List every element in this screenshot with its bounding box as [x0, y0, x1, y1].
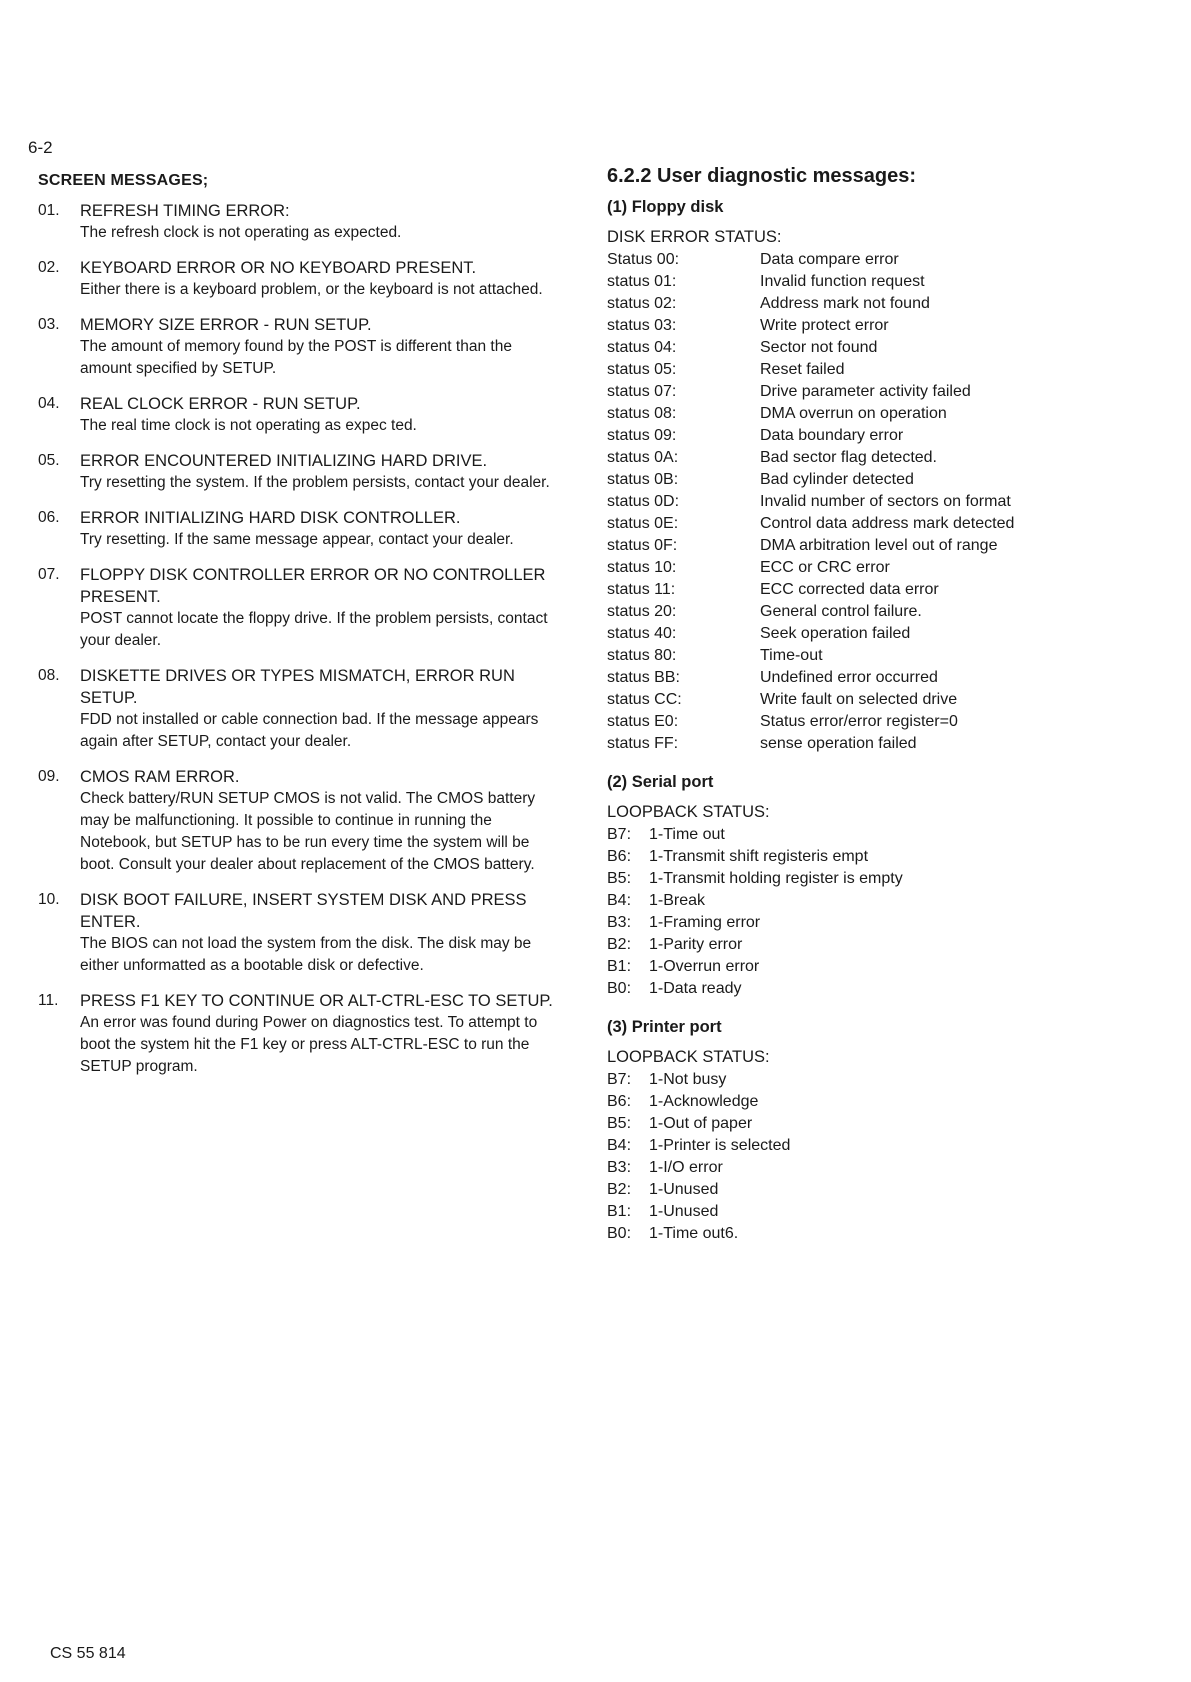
- status-code: status 11:: [607, 581, 676, 598]
- screen-message-item: [38, 450, 558, 494]
- status-row: [607, 912, 1167, 934]
- status-description: Invalid function request: [760, 273, 925, 290]
- message-title: ERROR ENCOUNTERED INITIALIZING HARD DRIVE.: [80, 452, 488, 470]
- message-body: [80, 564, 558, 652]
- status-code: status CC:: [607, 691, 682, 708]
- message-description: The real time clock is not operating as expec ted.: [80, 417, 417, 434]
- status-row: [607, 271, 1167, 293]
- status-row: [607, 711, 1167, 733]
- screen-message-item: [38, 889, 558, 977]
- status-code: status 0E:: [607, 515, 679, 532]
- status-row: [607, 1179, 1167, 1201]
- screen-message-item: [38, 393, 558, 437]
- message-description: Try resetting the system. If the problem persists, contact your dealer.: [80, 474, 550, 491]
- page-number: 6-2: [28, 138, 53, 157]
- status-description: Write protect error: [760, 317, 889, 334]
- status-description: Drive parameter activity failed: [760, 383, 971, 400]
- status-row: [607, 513, 1167, 535]
- status-row: [607, 1157, 1167, 1179]
- screen-message-item: [38, 990, 558, 1078]
- message-body: [80, 889, 558, 977]
- status-code: status 0B:: [607, 471, 679, 488]
- status-code: status 40:: [607, 625, 677, 642]
- serial-port-section: [607, 773, 1167, 1000]
- status-code: status 20:: [607, 603, 677, 620]
- screen-messages-heading: SCREEN MESSAGES;: [38, 172, 209, 189]
- status-code: status 10:: [607, 559, 677, 576]
- message-number: 05.: [38, 452, 60, 469]
- status-description: ECC or CRC error: [760, 559, 890, 576]
- message-title: CMOS RAM ERROR.: [80, 768, 240, 786]
- status-code: status FF:: [607, 735, 679, 752]
- message-title: PRESS F1 KEY TO CONTINUE OR ALT-CTRL-ESC TO SETUP.: [80, 992, 553, 1010]
- status-code: B4:: [607, 1137, 632, 1154]
- message-number: 01.: [38, 202, 60, 219]
- status-row: [607, 381, 1167, 403]
- status-row: [607, 249, 1167, 271]
- status-code: B3:: [607, 1159, 632, 1176]
- message-title: DISK BOOT FAILURE, INSERT SYSTEM DISK AND PRESS ENTER.: [80, 891, 527, 931]
- message-description: Check battery/RUN SETUP CMOS is not valid. The CMOS battery may be malfunctioning. It possible to continue in running the Notebook, but SETUP has to be run every time the system will be boot. Consult your dealer about replacement of the CMOS battery.: [80, 790, 536, 873]
- message-number: 03.: [38, 316, 60, 333]
- status-description: 1-Parity error: [649, 936, 743, 953]
- status-code: status 0D:: [607, 493, 680, 510]
- disk-error-status-label: DISK ERROR STATUS:: [607, 228, 782, 246]
- status-code: B7:: [607, 1071, 632, 1088]
- screen-message-item: [38, 314, 558, 380]
- status-row: [607, 645, 1167, 667]
- status-description: Address mark not found: [760, 295, 930, 312]
- status-row: [607, 425, 1167, 447]
- status-row: [607, 1069, 1167, 1091]
- status-row: [607, 1113, 1167, 1135]
- status-description: sense operation failed: [760, 735, 917, 752]
- status-row: [607, 846, 1167, 868]
- status-description: 1-Not busy: [649, 1071, 727, 1088]
- status-row: [607, 978, 1167, 1000]
- status-code: status 05:: [607, 361, 677, 378]
- status-row: [607, 579, 1167, 601]
- status-code: status 0A:: [607, 449, 679, 466]
- status-code: B0:: [607, 980, 632, 997]
- status-code: status E0:: [607, 713, 679, 730]
- status-description: 1-Overrun error: [649, 958, 760, 975]
- status-description: DMA arbitration level out of range: [760, 537, 998, 554]
- status-description: 1-Unused: [649, 1181, 719, 1198]
- status-description: 1-Printer is selected: [649, 1137, 791, 1154]
- status-description: Seek operation failed: [760, 625, 911, 642]
- printer-port-heading: (3) Printer port: [607, 1018, 722, 1036]
- status-row: [607, 557, 1167, 579]
- message-title: FLOPPY DISK CONTROLLER ERROR OR NO CONTROLLER PRESENT.: [80, 566, 546, 606]
- status-row: [607, 733, 1167, 755]
- status-code: B1:: [607, 1203, 632, 1220]
- status-row: [607, 1135, 1167, 1157]
- message-title: ERROR INITIALIZING HARD DISK CONTROLLER.: [80, 509, 461, 527]
- status-description: Reset failed: [760, 361, 845, 378]
- status-row: [607, 956, 1167, 978]
- message-title: REAL CLOCK ERROR - RUN SETUP.: [80, 395, 361, 413]
- status-row: [607, 535, 1167, 557]
- status-description: 1-Acknowledge: [649, 1093, 759, 1110]
- message-number: 02.: [38, 259, 60, 276]
- message-number: 09.: [38, 768, 60, 785]
- status-description: Status error/error register=0: [760, 713, 958, 730]
- user-diagnostics-heading: 6.2.2 User diagnostic messages:: [607, 165, 917, 187]
- floppy-status-table: [607, 249, 1167, 755]
- status-code: B3:: [607, 914, 632, 931]
- message-number: 10.: [38, 891, 60, 908]
- message-number: 07.: [38, 566, 60, 583]
- floppy-disk-section: [607, 198, 1167, 755]
- message-description: An error was found during Power on diagnostics test. To attempt to boot the system hit the F1 key or press ALT-CTRL-ESC to run the SETUP program.: [80, 1014, 538, 1075]
- serial-status-table: [607, 824, 1167, 1000]
- message-description: The BIOS can not load the system from the disk. The disk may be either unformatted as a bootable disk or defective.: [80, 935, 532, 974]
- printer-loopback-status-label: LOOPBACK STATUS:: [607, 1048, 770, 1066]
- screen-messages-list: [38, 200, 558, 1078]
- status-description: Bad cylinder detected: [760, 471, 914, 488]
- message-body: [80, 450, 558, 494]
- status-code: B1:: [607, 958, 632, 975]
- status-description: 1-Transmit holding register is empty: [649, 870, 903, 887]
- message-body: [80, 200, 558, 244]
- status-description: 1-Unused: [649, 1203, 719, 1220]
- message-body: [80, 766, 558, 876]
- status-code: status BB:: [607, 669, 680, 686]
- status-row: [607, 667, 1167, 689]
- status-code: B5:: [607, 1115, 632, 1132]
- message-number: 08.: [38, 667, 60, 684]
- status-code: B7:: [607, 826, 632, 843]
- status-row: [607, 824, 1167, 846]
- status-code: B6:: [607, 848, 632, 865]
- status-row: [607, 491, 1167, 513]
- screen-message-item: [38, 507, 558, 551]
- status-description: 1-Data ready: [649, 980, 742, 997]
- status-row: [607, 337, 1167, 359]
- status-description: 1-Time out: [649, 826, 725, 843]
- status-code: B2:: [607, 1181, 632, 1198]
- status-row: [607, 689, 1167, 711]
- status-description: Invalid number of sectors on format: [760, 493, 1011, 510]
- status-description: 1-Transmit shift registeris empt: [649, 848, 869, 865]
- message-description: The amount of memory found by the POST is different than the amount specified by SETUP.: [80, 338, 512, 377]
- screen-message-item: [38, 665, 558, 753]
- printer-port-section: [607, 1018, 1167, 1245]
- status-row: [607, 868, 1167, 890]
- status-description: Bad sector flag detected.: [760, 449, 937, 466]
- message-description: Try resetting. If the same message appear, contact your dealer.: [80, 531, 514, 548]
- message-number: 11.: [38, 992, 59, 1009]
- status-row: [607, 1223, 1167, 1245]
- status-description: Sector not found: [760, 339, 878, 356]
- status-row: [607, 1201, 1167, 1223]
- status-description: 1-Framing error: [649, 914, 761, 931]
- serial-loopback-status-label: LOOPBACK STATUS:: [607, 803, 770, 821]
- status-code: status 08:: [607, 405, 677, 422]
- status-description: 1-Break: [649, 892, 706, 909]
- status-description: 1-I/O error: [649, 1159, 723, 1176]
- footer-doc-code: CS 55 814: [50, 1645, 126, 1662]
- status-code: status 01:: [607, 273, 677, 290]
- status-row: [607, 293, 1167, 315]
- status-code: status 09:: [607, 427, 677, 444]
- status-row: [607, 469, 1167, 491]
- status-code: status 07:: [607, 383, 677, 400]
- status-description: 1-Time out6.: [649, 1225, 739, 1242]
- user-diagnostics-column: [607, 165, 1167, 1263]
- message-number: 06.: [38, 509, 60, 526]
- status-row: [607, 890, 1167, 912]
- serial-port-heading: (2) Serial port: [607, 773, 714, 791]
- screen-message-item: [38, 257, 558, 301]
- status-description: Control data address mark detected: [760, 515, 1015, 532]
- message-body: [80, 990, 558, 1078]
- status-description: Data boundary error: [760, 427, 904, 444]
- status-description: DMA overrun on operation: [760, 405, 947, 422]
- screen-message-item: [38, 564, 558, 652]
- status-row: [607, 623, 1167, 645]
- status-row: [607, 601, 1167, 623]
- status-row: [607, 359, 1167, 381]
- status-code: B2:: [607, 936, 632, 953]
- message-description: The refresh clock is not operating as expected.: [80, 224, 402, 241]
- printer-status-table: [607, 1069, 1167, 1245]
- status-row: [607, 1091, 1167, 1113]
- screen-message-item: [38, 766, 558, 876]
- message-description: POST cannot locate the floppy drive. If the problem persists, contact your dealer.: [80, 610, 548, 649]
- status-description: General control failure.: [760, 603, 922, 620]
- status-code: B6:: [607, 1093, 632, 1110]
- status-row: [607, 403, 1167, 425]
- message-body: [80, 393, 558, 437]
- status-description: Time-out: [760, 647, 823, 664]
- status-description: Data compare error: [760, 251, 899, 268]
- message-number: 04.: [38, 395, 60, 412]
- screen-messages-column: [38, 172, 558, 1091]
- message-title: DISKETTE DRIVES OR TYPES MISMATCH, ERROR RUN SETUP.: [80, 667, 515, 707]
- message-description: FDD not installed or cable connection bad. If the message appears again after SETUP, contact your dealer.: [80, 711, 539, 750]
- status-code: status 04:: [607, 339, 677, 356]
- message-title: MEMORY SIZE ERROR - RUN SETUP.: [80, 316, 372, 334]
- floppy-disk-heading: (1) Floppy disk: [607, 198, 724, 216]
- status-code: status 0F:: [607, 537, 678, 554]
- message-body: [80, 507, 558, 551]
- status-code: B0:: [607, 1225, 632, 1242]
- message-body: [80, 314, 558, 380]
- status-row: [607, 447, 1167, 469]
- message-body: [80, 665, 558, 753]
- status-code: B4:: [607, 892, 632, 909]
- screen-message-item: [38, 200, 558, 244]
- message-body: [80, 257, 558, 301]
- status-description: Write fault on selected drive: [760, 691, 958, 708]
- status-code: status 03:: [607, 317, 677, 334]
- message-title: REFRESH TIMING ERROR:: [80, 202, 290, 220]
- status-code: B5:: [607, 870, 632, 887]
- message-description: Either there is a keyboard problem, or the keyboard is not attached.: [80, 281, 543, 298]
- message-title: KEYBOARD ERROR OR NO KEYBOARD PRESENT.: [80, 259, 477, 277]
- status-description: ECC corrected data error: [760, 581, 939, 598]
- status-description: 1-Out of paper: [649, 1115, 753, 1132]
- status-row: [607, 934, 1167, 956]
- status-code: status 80:: [607, 647, 677, 664]
- status-code: status 02:: [607, 295, 677, 312]
- status-row: [607, 315, 1167, 337]
- status-description: Undefined error occurred: [760, 669, 938, 686]
- status-code: Status 00:: [607, 251, 680, 268]
